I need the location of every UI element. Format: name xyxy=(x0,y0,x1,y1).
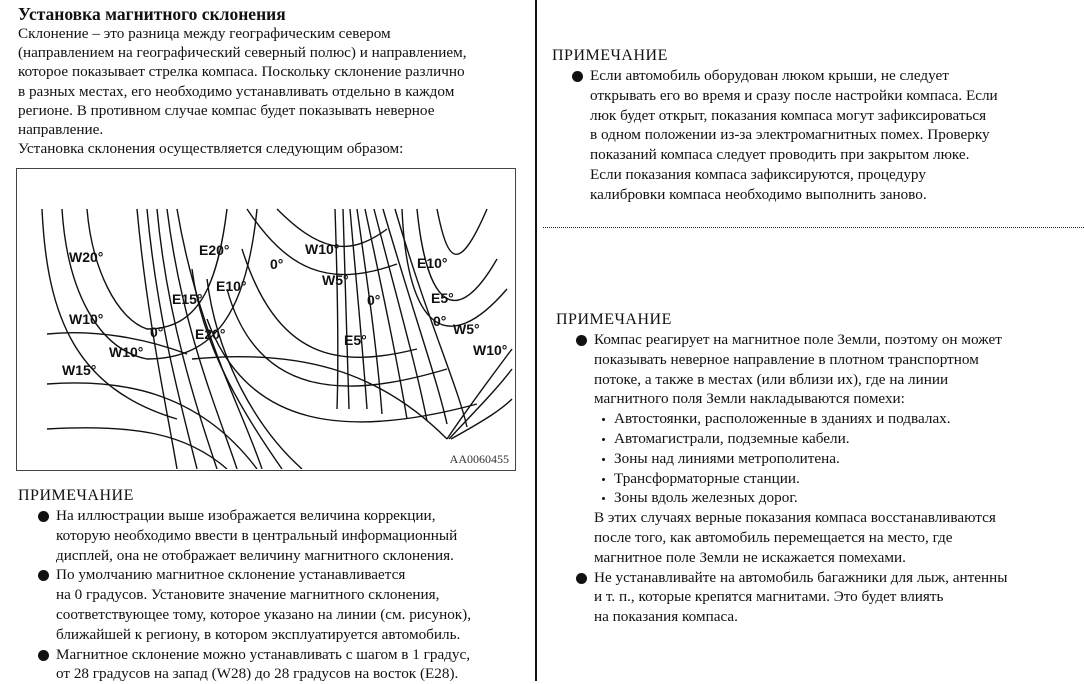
declination-map xyxy=(16,168,516,471)
bullet-icon xyxy=(576,573,587,584)
bullet-line: которую необходимо ввести в центральный информационный xyxy=(56,526,458,544)
figure-code: AA0060455 xyxy=(449,452,509,466)
map-label: E20° xyxy=(195,326,226,342)
bullet-line: соответствующее тому, которое указано на линии (см. рисунок), xyxy=(56,605,472,623)
intro-line: Установка склонения осуществляется следующим образом: xyxy=(18,140,404,158)
bullet-icon xyxy=(576,335,587,346)
bullet-line: показывать неверное направление в плотном транспортном xyxy=(594,350,979,368)
bullet-line: Если автомобиль оборудован люком крыши, не следует xyxy=(590,67,949,84)
map-label: W15° xyxy=(62,362,97,378)
bullet-icon xyxy=(38,511,49,522)
map-label: W10° xyxy=(473,342,508,358)
sub-item-text: Автостоянки, расположенные в зданиях и подвалах. xyxy=(614,410,951,428)
map-label: E20° xyxy=(199,242,230,258)
left-note xyxy=(18,486,533,684)
bullet-line: Если показания компаса зафиксируются, процедуру xyxy=(590,165,926,183)
bullet-line: По умолчанию магнитное склонение устанавливается xyxy=(56,566,406,584)
sub-item xyxy=(556,469,1084,489)
bullet-icon xyxy=(572,71,583,82)
sub-item xyxy=(556,409,1084,429)
note-bullet xyxy=(18,565,533,644)
bullet-line: ближайшей к региону, в котором эксплуатируется автомобиль. xyxy=(56,625,461,643)
map-label: W10° xyxy=(109,344,144,360)
bullet-line: На иллюстрации выше изображается величина коррекции, xyxy=(56,507,436,524)
intro-line: которое показывает стрелка компаса. Поскольку склонение различно xyxy=(18,63,465,81)
map-label: E10° xyxy=(417,255,448,271)
section-separator xyxy=(543,227,1084,228)
note-heading: ПРИМЕЧАНИЕ xyxy=(556,311,672,328)
intro-line: направление. xyxy=(18,121,104,139)
sub-item-text: Трансформаторные станции. xyxy=(614,469,800,487)
bullet-line: калибровки компаса необходимо выполнить заново. xyxy=(590,185,927,203)
small-bullet-icon xyxy=(602,497,605,500)
isogonic-lines xyxy=(42,209,512,469)
small-bullet-icon xyxy=(602,458,605,461)
map-label: W5° xyxy=(453,321,480,337)
bullet-line: в одном положении из-за электромагнитных помех. Проверку xyxy=(590,126,990,144)
small-bullet-icon xyxy=(602,438,605,441)
bullet-line: магнитного поля Земли накладываются помехи: xyxy=(594,390,905,408)
map-label: E5° xyxy=(431,290,454,306)
bullet-line: люк будет открыт, показания компаса могут зафиксироваться xyxy=(590,106,987,124)
map-label: W10° xyxy=(69,311,104,327)
bullet-line: Магнитное склонение можно устанавливать с шагом в 1 градус, xyxy=(56,645,471,663)
right-note-2 xyxy=(556,310,1084,627)
bullet-icon xyxy=(38,650,49,661)
intro-line: регионе. В противном случае компас будет показывать неверное xyxy=(18,101,435,119)
map-label: 0° xyxy=(433,313,447,329)
bullet-line: на 0 градусов. Установите значение магнитного склонения, xyxy=(56,586,440,604)
bullet-line: от 28 градусов на запад (W28) до 28 градусов на восток (E28). xyxy=(56,665,459,683)
note-heading: ПРИМЕЧАНИЕ xyxy=(552,47,668,64)
map-label: 0° xyxy=(270,256,284,272)
note-bullet xyxy=(18,506,533,565)
intro-line: в разных местах, его необходимо устанавливать отдельно в каждом xyxy=(18,82,455,100)
bullet-icon xyxy=(38,570,49,581)
note-bullet xyxy=(556,568,1084,627)
intro-line: Склонение – это разница между географическим севером xyxy=(18,25,391,42)
note-bullet xyxy=(18,645,533,684)
note-bullet xyxy=(556,330,1084,409)
section-title: Установка магнитного склонения xyxy=(18,4,286,24)
continuation-text xyxy=(556,508,1084,567)
bullet-line: потоке, а также в местах (или вблизи их), где на линии xyxy=(594,370,949,388)
bullet-line: открывать его во время и сразу после настройки компаса. Если xyxy=(590,86,998,104)
map-label: W20° xyxy=(69,249,104,265)
small-bullet-icon xyxy=(602,478,605,481)
bullet-line: на показания компаса. xyxy=(594,608,738,626)
bullet-line: Не устанавливайте на автомобиль багажники для лыж, антенны xyxy=(594,568,1008,586)
column-divider xyxy=(535,0,537,681)
text-line: после того, как автомобиль перемещается на место, где xyxy=(594,528,953,546)
sub-item xyxy=(556,429,1084,449)
note-heading: ПРИМЕЧАНИЕ xyxy=(18,487,134,504)
bullet-line: и т. п., которые крепятся магнитами. Это будет влиять xyxy=(594,588,944,606)
text-line: В этих случаях верные показания компаса восстанавливаются xyxy=(594,509,996,527)
map-label: E15° xyxy=(172,291,203,307)
declination-labels xyxy=(62,241,507,378)
sub-item-text: Зоны вдоль железных дорог. xyxy=(614,489,798,507)
left-column xyxy=(18,4,528,158)
isogonic-lines-figure xyxy=(17,169,514,469)
text-line: магнитное поле Земли не искажается помехами. xyxy=(594,548,906,566)
map-label: W5° xyxy=(322,272,349,288)
bullet-line: дисплей, она не отображает величину магнитного склонения. xyxy=(56,546,454,564)
intro-text xyxy=(18,24,528,158)
sub-item-text: Зоны над линиями метрополитена. xyxy=(614,449,840,467)
map-label: E10° xyxy=(216,278,247,294)
map-label: 0° xyxy=(150,324,164,340)
bullet-line: показаний компаса следует проводить при закрытом люке. xyxy=(590,146,970,164)
right-note-1 xyxy=(552,46,1082,205)
map-label: 0° xyxy=(367,292,381,308)
sub-item xyxy=(556,449,1084,469)
bullet-line: Компас реагирует на магнитное поле Земли, поэтому он может xyxy=(594,331,1002,348)
intro-line: (направлением на географический северный полюс) и направлением, xyxy=(18,44,467,62)
map-label: W10° xyxy=(305,241,340,257)
sub-item-text: Автомагистрали, подземные кабели. xyxy=(614,429,850,447)
sub-item xyxy=(556,488,1084,508)
map-label: E5° xyxy=(344,332,367,348)
note-bullet xyxy=(552,66,1082,205)
small-bullet-icon xyxy=(602,418,605,421)
